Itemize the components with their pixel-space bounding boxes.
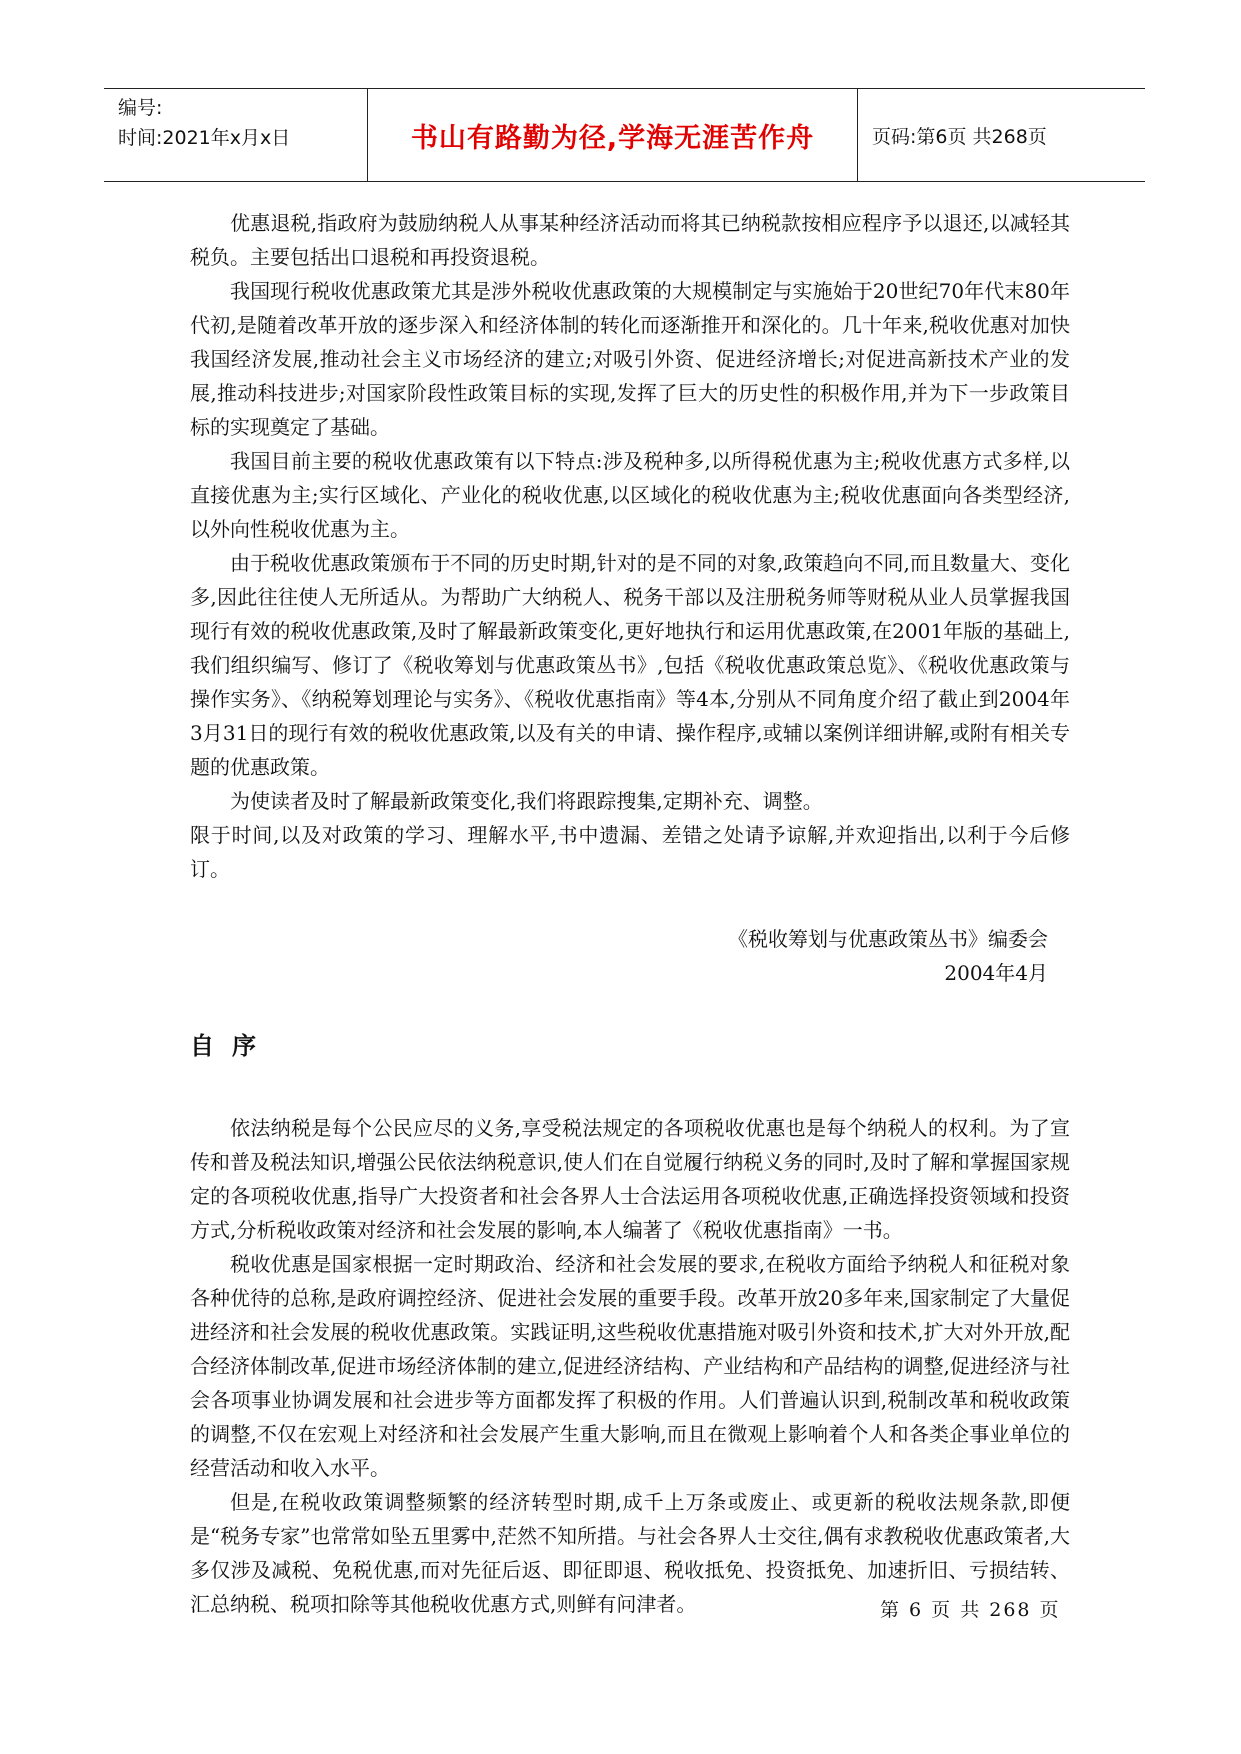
page-footer: 第 6 页 共 268 页 — [880, 1599, 1061, 1621]
header-page-info: 页码:第6页 共268页 — [872, 125, 1047, 148]
header-motto: 书山有路勤为径,学海无涯苦作舟 — [368, 89, 858, 181]
paragraph: 依法纳税是每个公民应尽的义务,享受税法规定的各项税收优惠也是每个纳税人的权利。为了宣传和普及税法知识,增强公民依法纳税意识,使人们在自觉履行纳税义务的同时,及时了解和掌握国家规定的各项税收优惠,指导广大投资者和社会各界人士合法运用各项税收优惠,正确选择投资领域和投资方式,分析税收政策对经济和社会发展的影响,本人编著了《税收优惠指南》一书。 — [190, 1116, 1070, 1242]
signature-date: 2004年4月 — [944, 961, 1048, 985]
paragraph: 限于时间,以及对政策的学习、理解水平,书中遗漏、差错之处请予谅解,并欢迎指出,以利于今后修订。 — [190, 823, 1070, 881]
paragraph: 为使读者及时了解最新政策变化,我们将跟踪搜集,定期补充、调整。 — [230, 789, 823, 813]
paragraph: 我国现行税收优惠政策尤其是涉外税收优惠政策的大规模制定与实施始于20世纪70年代末80年代初,是随着改革开放的逐步深入和经济体制的转化而逐渐推开和深化的。几十年来,税收优惠对加快我国经济发展,推动社会主义市场经济的建立;对吸引外资、促进经济增长;对促进高新技术产业的发展,推动科技进步;对国家阶段性政策目标的实现,发挥了巨大的历史性的积极作用,并为下一步政策目标的实现奠定了基础。 — [190, 279, 1070, 439]
page-header — [104, 88, 1145, 182]
document-number: 编号: — [118, 97, 163, 119]
signature-block — [190, 922, 1070, 990]
paragraph: 税收优惠是国家根据一定时期政治、经济和社会发展的要求,在税收方面给予纳税人和征税对象各种优待的总称,是政府调控经济、促进社会发展的重要手段。改革开放20多年来,国家制定了大量促进经济和社会发展的税收优惠政策。实践证明,这些税收优惠措施对吸引外资和技术,扩大对外开放,配合经济体制改革,促进市场经济体制的建立,促进经济结构、产业结构和产品结构的调整,促进经济与社会各项事业协调发展和社会进步等方面都发挥了积极的作用。人们普遍认识到,税制改革和税收政策的调整,不仅在宏观上对经济和社会发展产生重大影响,而且在微观上影响着个人和各类企事业单位的经营活动和收入水平。 — [190, 1252, 1070, 1480]
paragraph: 我国目前主要的税收优惠政策有以下特点:涉及税种多,以所得税优惠为主;税收优惠方式多样,以直接优惠为主;实行区域化、产业化的税收优惠,以区域化的税收优惠为主;税收优惠面向各类型经济,以外向性税收优惠为主。 — [190, 449, 1070, 541]
signature-committee: 《税收筹划与优惠政策丛书》编委会 — [728, 927, 1048, 951]
paragraph: 但是,在税收政策调整频繁的经济转型时期,成千上万条或废止、或更新的税收法规条款,即便是“税务专家”也常常如坠五里雾中,茫然不知所措。与社会各界人士交往,偶有求教税收优惠政策者,大多仅涉及减税、免税优惠,而对先征后返、即征即退、税收抵免、投资抵免、加速折旧、亏损结转、汇总纳税、税项扣除等其他税收优惠方式,则鲜有问津者。 — [190, 1490, 1070, 1616]
paragraph: 由于税收优惠政策颁布于不同的历史时期,针对的是不同的对象,政策趋向不同,而且数量大、变化多,因此往往使人无所适从。为帮助广大纳税人、税务干部以及注册税务师等财税从业人员掌握我国现行有效的税收优惠政策,及时了解最新政策变化,更好地执行和运用优惠政策,在2001年版的基础上,我们组织编写、修订了《税收筹划与优惠政策丛书》,包括《税收优惠政策总览》、《税收优惠政策与操作实务》、《纳税筹划理论与实务》、《税收优惠指南》等4本,分别从不同角度介绍了截止到2004年3月31日的现行有效的税收优惠政策,以及有关的申请、操作程序,或辅以案例详细讲解,或附有相关专题的优惠政策。 — [190, 551, 1070, 779]
document-time: 时间:2021年x月x日 — [118, 127, 291, 149]
paragraph: 优惠退税,指政府为鼓励纳税人从事某种经济活动而将其已纳税款按相应程序予以退还,以减轻其税负。主要包括出口退税和再投资退税。 — [190, 211, 1070, 269]
document-body — [190, 206, 1070, 1621]
section-title: 自序 — [190, 1032, 274, 1060]
header-info — [104, 89, 368, 181]
